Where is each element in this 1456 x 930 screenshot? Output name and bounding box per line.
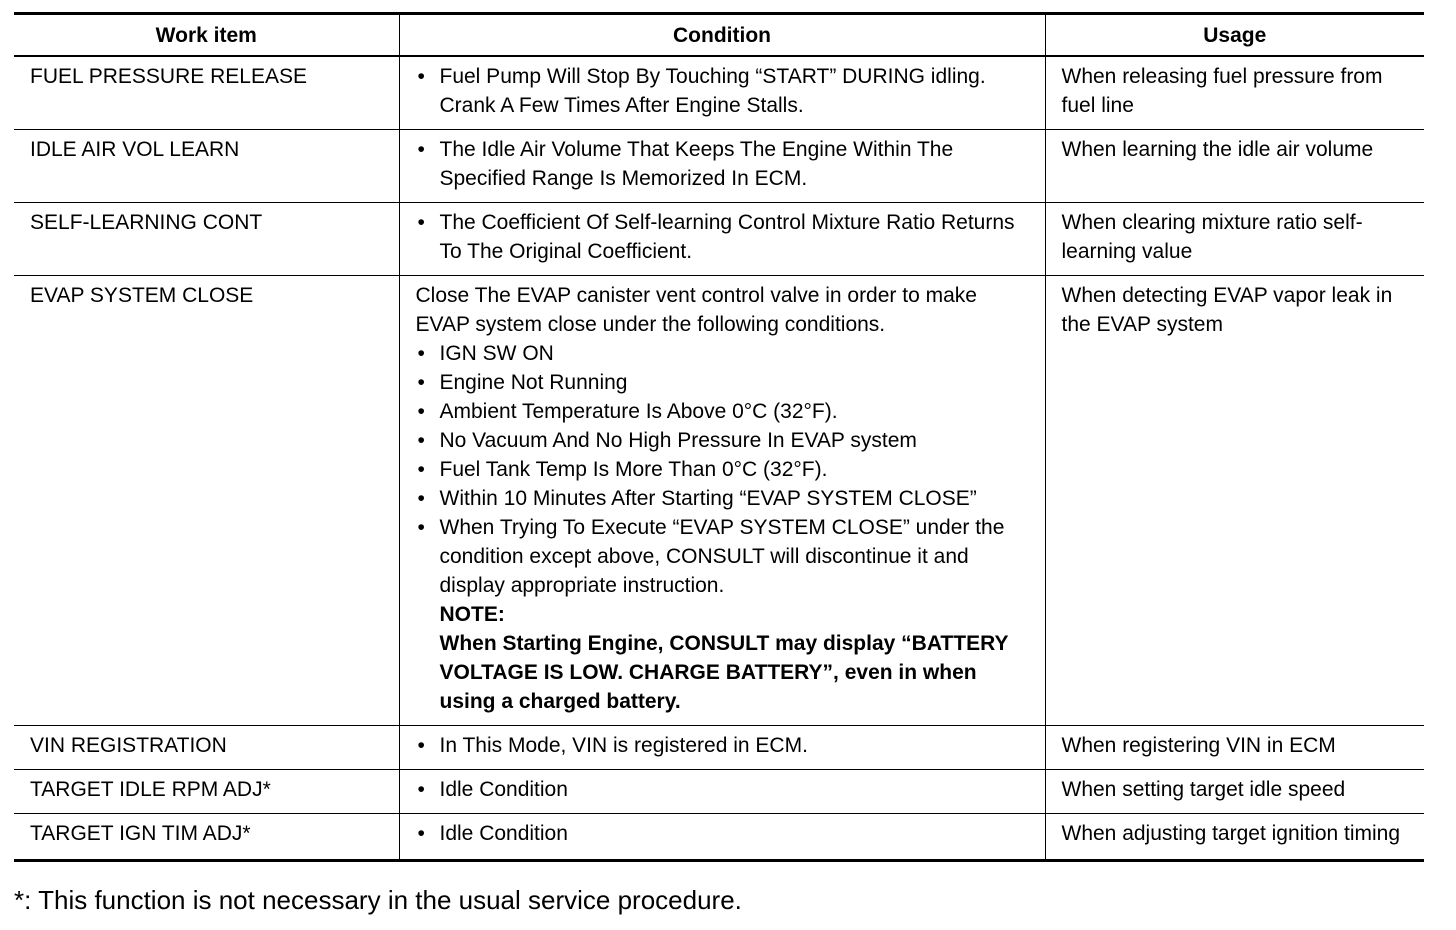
usage-cell: When clearing mixture ratio self-learning value (1045, 203, 1424, 276)
condition-bullet: • Fuel Pump Will Stop By Touching “START” DURING idling. Crank A Few Times After Engine Stalls. (416, 62, 1031, 120)
table-row (14, 726, 1424, 770)
table-row (14, 770, 1424, 814)
usage-cell: When adjusting target ignition timing (1045, 814, 1424, 861)
condition-bullet: • When Trying To Execute “EVAP SYSTEM CLOSE” under the condition except above, CONSULT will discontinue it and display appropriate instruction. (416, 513, 1031, 600)
note-text: When Starting Engine, CONSULT may display “BATTERY VOLTAGE IS LOW. CHARGE BATTERY”, even in when using a charged battery. (439, 632, 1009, 713)
condition-cell (399, 770, 1045, 814)
condition-cell (399, 130, 1045, 203)
header-work-item: Work item (14, 14, 399, 57)
condition-cell (399, 276, 1045, 726)
condition-bullet: • Within 10 Minutes After Starting “EVAP SYSTEM CLOSE” (416, 484, 1031, 513)
condition-bullet: • No Vacuum And No High Pressure In EVAP system (416, 426, 1031, 455)
usage-cell: When registering VIN in ECM (1045, 726, 1424, 770)
usage-cell: When learning the idle air volume (1045, 130, 1424, 203)
usage-cell: When setting target idle speed (1045, 770, 1424, 814)
condition-bullet: • IGN SW ON (416, 339, 1031, 368)
usage-cell: When detecting EVAP vapor leak in the EVAP system (1045, 276, 1424, 726)
work-item-name: SELF-LEARNING CONT (14, 203, 399, 276)
condition-bullet: • Idle Condition (416, 819, 1031, 848)
condition-cell (399, 814, 1045, 861)
work-item-name: TARGET IGN TIM ADJ* (14, 814, 399, 861)
condition-bullet: • Ambient Temperature Is Above 0°C (32°F). (416, 397, 1031, 426)
condition-intro: Close The EVAP canister vent control valve in order to make EVAP system close under the following conditions. (415, 284, 977, 336)
table-row (14, 130, 1424, 203)
condition-bullet: • Idle Condition (416, 775, 1031, 804)
work-item-name: VIN REGISTRATION (14, 726, 399, 770)
work-item-table (14, 12, 1424, 862)
footnote: *: This function is not necessary in the usual service procedure. (14, 885, 742, 915)
note-label: NOTE: (439, 603, 505, 626)
condition-bullet: • The Coefficient Of Self-learning Control Mixture Ratio Returns To The Original Coefficient. (416, 208, 1031, 266)
condition-bullet: • In This Mode, VIN is registered in ECM. (416, 731, 1031, 760)
condition-cell (399, 726, 1045, 770)
work-item-name: EVAP SYSTEM CLOSE (14, 276, 399, 726)
header-usage: Usage (1045, 14, 1424, 57)
table-row (14, 276, 1424, 726)
usage-cell: When releasing fuel pressure from fuel line (1045, 56, 1424, 130)
work-item-name: TARGET IDLE RPM ADJ* (14, 770, 399, 814)
condition-cell (399, 56, 1045, 130)
condition-bullet: • The Idle Air Volume That Keeps The Engine Within The Specified Range Is Memorized In ECM. (416, 135, 1031, 193)
header-condition: Condition (399, 14, 1045, 57)
table-row (14, 814, 1424, 861)
table-row (14, 203, 1424, 276)
condition-bullet: • Fuel Tank Temp Is More Than 0°C (32°F). (416, 455, 1031, 484)
condition-bullet: • Engine Not Running (416, 368, 1031, 397)
table-row (14, 56, 1424, 130)
work-item-name: IDLE AIR VOL LEARN (14, 130, 399, 203)
condition-cell (399, 203, 1045, 276)
table-header-row (14, 14, 1424, 57)
work-item-name: FUEL PRESSURE RELEASE (14, 56, 399, 130)
